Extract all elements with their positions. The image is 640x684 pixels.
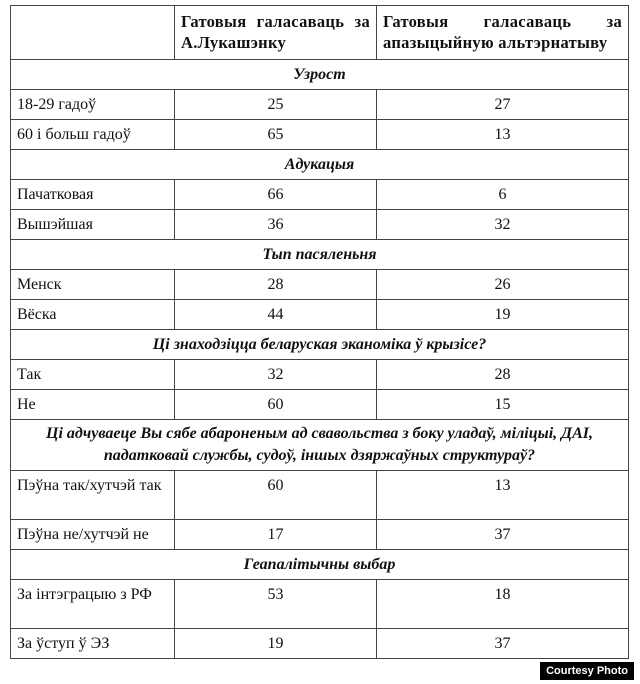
- header-empty: [11, 6, 175, 60]
- section-title: Адукацыя: [11, 150, 629, 180]
- section-title: Узрост: [11, 60, 629, 90]
- value-opposition: 26: [377, 270, 629, 300]
- row-label: Так: [11, 360, 175, 390]
- value-lukashenka: 53: [175, 580, 377, 629]
- section-title: Ці адчуваеце Вы сябе абароненым ад свавольства з боку уладаў, міліцыі, ДАІ, падатковай службы, судоў, іншых дзяржаўных структураў?: [11, 420, 629, 471]
- row-label: Менск: [11, 270, 175, 300]
- value-opposition: 6: [377, 180, 629, 210]
- row-label: 60 і больш гадоў: [11, 120, 175, 150]
- value-lukashenka: 44: [175, 300, 377, 330]
- row-label: Пэўна не/хутчэй не: [11, 520, 175, 550]
- table-row: [11, 300, 629, 330]
- table-row: [11, 90, 629, 120]
- table-row: [11, 390, 629, 420]
- row-label: Вышэйшая: [11, 210, 175, 240]
- row-label: Пэўна так/хутчэй так: [11, 471, 175, 520]
- header-row: [11, 6, 629, 60]
- row-label: Пачатковая: [11, 180, 175, 210]
- value-opposition: 13: [377, 471, 629, 520]
- value-opposition: 13: [377, 120, 629, 150]
- table-row: [11, 210, 629, 240]
- value-opposition: 37: [377, 520, 629, 550]
- value-lukashenka: 60: [175, 390, 377, 420]
- section-title: Геапалітычны выбар: [11, 550, 629, 580]
- table-row: [11, 471, 629, 520]
- value-lukashenka: 28: [175, 270, 377, 300]
- value-lukashenka: 32: [175, 360, 377, 390]
- value-opposition: 32: [377, 210, 629, 240]
- section-row: [11, 150, 629, 180]
- table-row: [11, 270, 629, 300]
- table-row: [11, 580, 629, 629]
- section-row: [11, 330, 629, 360]
- row-label: За інтэграцыю з РФ: [11, 580, 175, 629]
- value-opposition: 37: [377, 629, 629, 659]
- value-opposition: 27: [377, 90, 629, 120]
- table-row: [11, 520, 629, 550]
- value-opposition: 28: [377, 360, 629, 390]
- section-row: [11, 550, 629, 580]
- value-lukashenka: 66: [175, 180, 377, 210]
- table-row: [11, 180, 629, 210]
- value-lukashenka: 65: [175, 120, 377, 150]
- table-row: [11, 120, 629, 150]
- row-label: 18-29 гадоў: [11, 90, 175, 120]
- table-row: [11, 629, 629, 659]
- value-opposition: 19: [377, 300, 629, 330]
- value-opposition: 15: [377, 390, 629, 420]
- section-title: Ці знаходзіцца беларуская эканоміка ў крызісе?: [11, 330, 629, 360]
- row-label: Вёска: [11, 300, 175, 330]
- photo-credit-badge: Courtesy Photo: [540, 662, 634, 680]
- value-lukashenka: 36: [175, 210, 377, 240]
- header-opposition: Гатовыя галасаваць за апазыцыйную альтэрнатыву: [377, 6, 629, 60]
- value-lukashenka: 25: [175, 90, 377, 120]
- section-title: Тып пасяленьня: [11, 240, 629, 270]
- table-row: [11, 360, 629, 390]
- row-label: За ўступ ў ЭЗ: [11, 629, 175, 659]
- header-lukashenka: Гатовыя галасаваць за А.Лукашэнку: [175, 6, 377, 60]
- section-row: [11, 60, 629, 90]
- section-row: [11, 240, 629, 270]
- value-lukashenka: 60: [175, 471, 377, 520]
- poll-table: [10, 5, 629, 659]
- row-label: Не: [11, 390, 175, 420]
- value-lukashenka: 17: [175, 520, 377, 550]
- section-row: [11, 420, 629, 471]
- value-opposition: 18: [377, 580, 629, 629]
- value-lukashenka: 19: [175, 629, 377, 659]
